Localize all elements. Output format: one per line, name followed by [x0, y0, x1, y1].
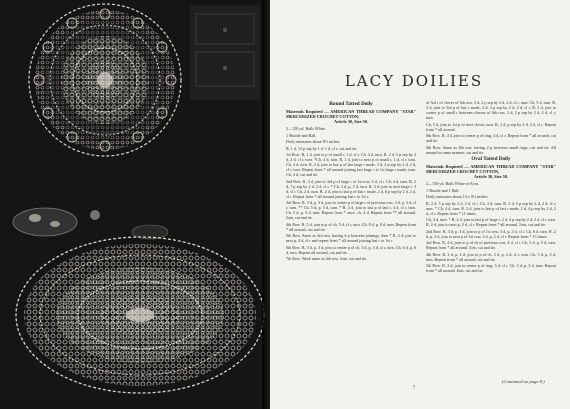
instruction-page [270, 0, 570, 409]
paragraph: of 3rd r of clover of 6th row, 3 d, 2 p sep by 2 d, 2 d, cl r, turn. Ch, 5 d, turn. R, 2 d, join to 3rd p of last r made, 2 d, 2 p sep by 2 d, 2 d, cl r. R, 2 d, join to corner p of small r between clovers of 6th row, 2 d, 2 p sep by 2 d, 2 d, cl r, turn. [426, 100, 556, 120]
paragraph: 3rd Row. R, 4 d, join to p of ch of previous row, 4 d, cl r. Ch, 5 d, p, 5 d, turn. Repeat from * all around. Join, cut and tie. [426, 240, 556, 250]
paragraph: 2—150 yd. Balls White. [286, 126, 326, 131]
paragraph: 1st Row. R, 1 d, join to p of small r, 1 d, cl r. Ch, 4 d, turn, R, 2 d, 5 p sep by 2 d, 2 d, cl r, turn. *Ch, 4 d, turn, R, 1 d, join to next p of small r, 1 d, cl r, turn. Ch, 4 d, turn, R, 2 d, join to last p of last large r made, 2 d, 4 p sep by 2 d, 2 d, cl r, turn. Repeat from * all around joining last large r to 1st large r made, turn. Ch, 4 d, cut and tie. [286, 152, 416, 177]
paragraph: Doily measures about 8½ inches. [286, 139, 341, 144]
paragraph: 6th Row. R, 3 d, p, 3 d, join to center p of ch, 3 d, p, 3 d, cl r, turn. Ch, 6 d, p, 6 d, turn. Repeat all around, cut and tie. [286, 244, 416, 255]
round-doily [29, 4, 181, 156]
round-doily-materials: Materials Required — AMERICAN THREAD COMPANY "STAR" MERCERIZED CROCHET COTTON, [286, 109, 416, 119]
round-doily-heading: Round Tatted Doily [329, 101, 373, 107]
paragraph: Ch, 4 d, turn. * R, 2 d, join to last p of large r, 2 d, 4 p sep by 2 d, 2 d, cl r, turn. R, 2 d, join to next p, 2 d, cl r. Repeat from * all around. Join, cut and tie. [426, 217, 556, 227]
paragraph: R, 2 d, 5 p sep by 2 d, 2 d, cl r. Ch, 4 d, turn. R, 2 d, 5 p sep by 2 d, 2 d, cl r, turn. * Ch, 4 d, turn. R, 2 d, join to last p of last r made, 2 d, 4 p sep by 2 d, 2 d, cl r. Repeat from * 11 times. [426, 200, 556, 216]
paragraph: Doily measures about 13 x 9¼ inches. [426, 194, 489, 199]
paragraph: 5th Row. R, 3 d, join to center p of ring, 3 d, cl r. Ch, 3 d, p, 3 d, turn. Repeat from * all around. Join, cut and tie. [426, 263, 556, 273]
paragraph: 7th Row. Work same as 4th row. Join, cut and tie. [286, 256, 367, 261]
oval-doily [16, 237, 264, 393]
paragraph: 2—150 yd. Balls White or Ecru. [426, 181, 480, 186]
paragraph: 4th Row. R, 5 d, join to p of ch, 5 d, cl r, turn. Ch, 8 d, p, 8 d, turn. Repeat from * all around, cut and tie. [286, 221, 416, 232]
column-left [286, 100, 416, 390]
cabinet-silhouette [190, 5, 260, 100]
text-columns [286, 100, 556, 390]
page-number: 7 [412, 386, 416, 391]
paragraph: 2nd Row. R, 3 d, join to 3rd p of large r of 1st row, 3 d, cl r. Ch, 4 d, turn. R, 2 d, 7 p sep by 2 d, 2 d, cl r. * Ch, 2 d, p, 2 d, turn. R, 3 d, join to next large r, 3 d, cl r. Ch, 2 d, turn. R, 2 d, join to last p of last r made, 2 d, 6 p sep by 2 d, 2 d, cl r. Repeat from * all around joining last r to 1st r. [286, 178, 416, 199]
paragraph: 1 Shuttle and 1 Ball. [426, 187, 460, 193]
oval-doily-heading: Oval Tatted Doily [471, 156, 511, 162]
paragraph: 1 Shuttle and Ball. [286, 132, 317, 138]
doily-photograph [0, 0, 270, 409]
column-right [426, 100, 556, 390]
paragraph: 3rd Row. R, 3 d, p, 3 d, join to center p of large r of previous row, 3 d, p, 3 d, cl r, turn. ** Ch, 5 d, p, 5 d, turn. * R, 4 d, join to last p of last r, 4 d, cl r, turn. Ch, 5 d, p, 5 d, turn. Repeat from * once, ch, 4 d. Repeat from ** all around. Join, cut and tie. [286, 200, 416, 220]
oval-doily-article: Article 30, Size 50. [473, 174, 508, 179]
paragraph: 5th Row. Same as 3rd row, having 4 p between joinings, then * R, 4 d, join to next p, 4 d, cl r and repeat from * all around joining last r to 1st r. [286, 233, 416, 243]
paragraph: R, 1 d, 12 p sep by 1 d, 1 d, cl r, cut and tie. [286, 145, 358, 151]
page-title: LACY DOILIES [344, 72, 484, 90]
paragraph: 9th Row. Same as 8th row, having 2 p between small rings, cut and tie. All around in same manner, cut and tie. [426, 144, 556, 155]
continued-note: (Continued on page 8.) [502, 379, 545, 384]
paragraph: 4th Row. R, 2 d, p, 2 d, join to p of ch, 2 d, p, 2 d, cl r, turn. Ch, 5 d, p, 5 d, turn. Repeat from * all around, cut and tie. [426, 251, 556, 262]
paragraph: 8th Row. R, 4 d, join to center p of ring, 4 d, cl r. Repeat from * all around, cut and tie. [426, 133, 556, 143]
paragraph: 2nd Row. R, 3 d, p, 3 d, join to p of 1st row, 3 d, p, 3 d, cl r. Ch, 6 d, turn. R, 2 d, p, 2 d, join to next p of 1st row, 2 d, p, 2 d, cl r. Repeat from * 13 times. [426, 228, 556, 239]
oval-doily-materials: Materials Required — AMERICAN THREAD COMPANY "STAR" MERCERIZED CROCHET COTTON, [426, 164, 556, 174]
paragraph: Ch, 5 d, join to 1st p of next clover, turn. R, 2 d, p sep by 2 d, 2 d, cl r. Repeat from * all around. [426, 121, 556, 132]
tray-items [13, 208, 168, 239]
doily-photo-page [0, 0, 270, 409]
round-doily-article: Article 30, Size 50. [333, 119, 368, 124]
